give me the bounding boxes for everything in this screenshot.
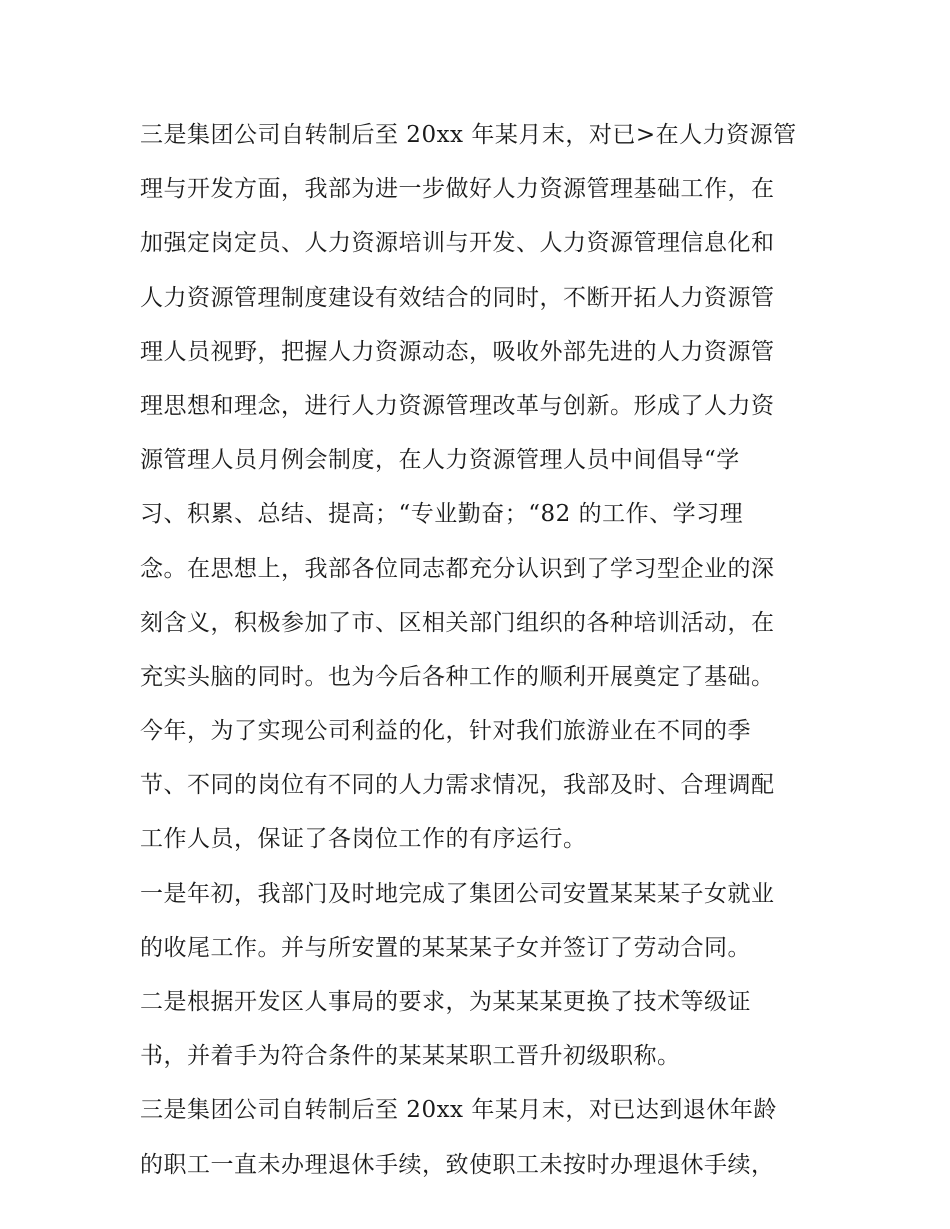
text-line: 三是集团公司自转制后至 20xx 年某月末，对已>在人力资源管 bbox=[140, 122, 797, 148]
text-line: 三是集团公司自转制后至 20xx 年某月末，对已达到退休年龄 bbox=[140, 1097, 777, 1124]
text-line: 人力资源管理制度建设有效结合的同时，不断开拓人力资源管 bbox=[140, 284, 775, 311]
text-line: 理与开发方面，我部为进一步做好人力资源管理基础工作，在 bbox=[140, 176, 775, 203]
text-line: 理人员视野，把握人力资源动态，吸收外部先进的人力资源管 bbox=[140, 338, 775, 365]
text-line: 的收尾工作。并与所安置的某某某子女并签订了劳动合同。 bbox=[140, 934, 751, 961]
text-line: 书，并着手为符合条件的某某某职工晋升初级职称。 bbox=[140, 1043, 681, 1070]
text-line: 工作人员，保证了各岗位工作的有序运行。 bbox=[140, 826, 587, 853]
text-line: 习、积累、总结、提高；“专业勤奋；“82 的工作、学习理 bbox=[140, 501, 744, 528]
text-line: 源管理人员月例会制度，在人力资源管理人员中间倡导“学 bbox=[140, 447, 740, 474]
text-line: 二是根据开发区人事局的要求，为某某某更换了技术等级证 bbox=[140, 989, 751, 1015]
text-line: 今年，为了实现公司利益的化，针对我们旅游业在不同的季 bbox=[140, 718, 751, 745]
text-line: 充实头脑的同时。也为今后各种工作的顺利开展奠定了基础。 bbox=[140, 663, 775, 690]
text-line: 念。在思想上，我部各位同志都充分认识到了学习型企业的深 bbox=[140, 555, 775, 582]
text-line: 加强定岗定员、人力资源培训与开发、人力资源管理信息化和 bbox=[140, 230, 775, 257]
document-body bbox=[140, 108, 820, 1192]
text-line: 节、不同的岗位有不同的人力需求情况，我部及时、合理调配 bbox=[140, 772, 775, 799]
text-line: 刻含义，积极参加了市、区相关部门组织的各种培训活动，在 bbox=[140, 609, 775, 636]
text-line: 一是年初，我部门及时地完成了集团公司安置某某某子女就业 bbox=[140, 880, 775, 907]
text-line: 理思想和理念，进行人力资源管理改革与创新。形成了人力资 bbox=[140, 392, 775, 419]
text-line: 的职工一直未办理退休手续，致使职工未按时办理退休手续， bbox=[140, 1151, 775, 1178]
